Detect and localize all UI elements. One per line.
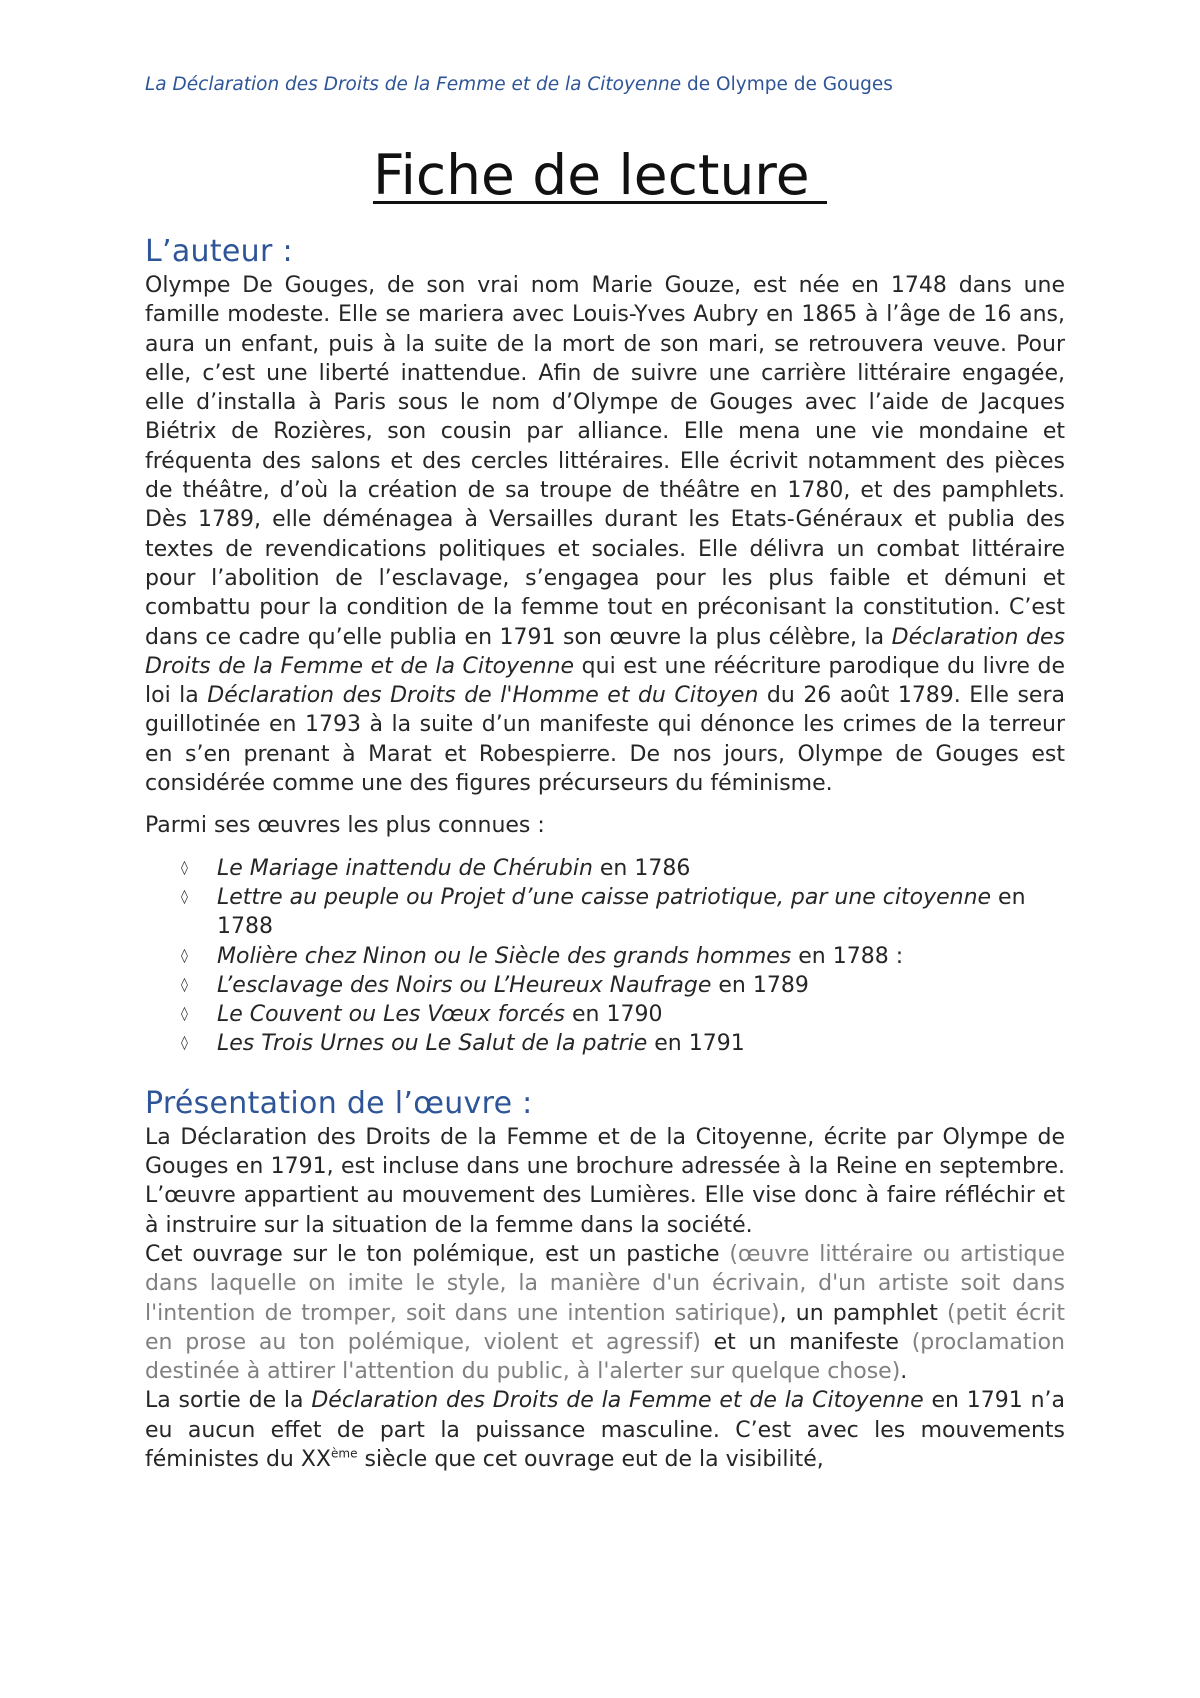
author-work-title-1: Déclaration des Droits de la Femme et de la Citoyenne (145, 624, 1065, 679)
diamond-bullet-icon: ◊ (181, 947, 188, 964)
running-header-work-title: La Déclaration des Droits de la Femme et de la Citoyenne (145, 74, 682, 95)
paragraph-end: . (900, 1359, 908, 1385)
list-item (181, 942, 1065, 971)
work-year: en 1788 : (791, 943, 904, 969)
author-heading: L’auteur : (145, 234, 293, 269)
list-item (181, 971, 1065, 1000)
author-text-1: Olympe De Gouges, de son vrai nom Marie Gouze, est née en 1748 dans une famille modeste. Elle se mariera avec Louis-Yves Aubry en 1865 à l’âge de 16 ans, aura un enfant, puis à la suite de la mort de son mari, se retrouvera veuve. Pour elle, c’est une liberté inattendue. Afin de suivre une carrière littéraire engagée, elle d’installa à Paris sous le nom d’Olympe de Gouges avec l’aide de Jacques Biétrix de Rozières, son cousin par alliance. Elle mena une vie mondaine et fréquenta des salons et des cercles littéraires. Elle écrivit notamment des pièces de théâtre, d’où la création de sa troupe de théâtre en 1780, et des pamphlets. Dès 1789, elle déménagea à Versailles durant les Etats-Généraux et publia des textes de revendications politiques et sociales. Elle délivra un combat littéraire pour l’abolition de l’esclavage, s’engagea pour les plus faible et démuni et combattu pour la condition de la femme tout en préconisant la constitution. C’est dans ce cadre qu’elle publia en 1791 son œuvre la plus célèbre, la (145, 273, 1065, 650)
work-title: Molière chez Ninon ou le Siècle des grands hommes (217, 943, 792, 969)
presentation-paragraph-3 (145, 1386, 1065, 1474)
diamond-bullet-icon: ◊ (181, 1006, 188, 1023)
pastiche-text: Cet ouvrage sur le ton polémique, est un pastiche (145, 1241, 730, 1267)
work-title: Le Mariage inattendu de Chérubin (217, 855, 593, 881)
works-list (145, 854, 1065, 1059)
century-superscript: ème (331, 1446, 358, 1461)
work-title: Les Trois Urnes ou Le Salut de la patrie (217, 1031, 648, 1057)
presentation-heading: Présentation de l’œuvre : (145, 1085, 533, 1121)
diamond-bullet-icon: ◊ (181, 888, 188, 905)
work-year: en 1789 (711, 972, 809, 998)
works-intro: Parmi ses œuvres les plus connues : (145, 813, 545, 839)
manifesto-definition: (proclamation destinée à attirer l'attention du public, à l'alerter sur quelque chose) (145, 1329, 1065, 1385)
work-year: en 1788 (217, 884, 1026, 940)
work-title: Lettre au peuple ou Projet d’une caisse patriotique, par une citoyenne (217, 884, 992, 910)
list-item (181, 1029, 1065, 1058)
presentation-paragraph-1: La Déclaration des Droits de la Femme et de la Citoyenne, écrite par Olympe de Gouges en 1791, est incluse dans une brochure adressée à la Reine en septembre. L’œuvre appartient au mouvement des Lumières. Elle vise donc à faire réfléchir et à instruire sur la situation de la femme dans la société. (145, 1124, 1065, 1238)
list-item (181, 1000, 1065, 1029)
author-work-title-2: Déclaration des Droits de l'Homme et du Citoyen (207, 683, 759, 709)
pastiche-definition: (œuvre littéraire ou artistique dans laquelle on imite le style, la manière d'un écrivain, d'un artiste soit dans l'intention de tromper, soit dans une intention satirique) (145, 1241, 1065, 1326)
diamond-bullet-icon: ◊ (181, 1035, 188, 1052)
reception-text-2: en 1791 n’a eu aucun effet de part la puissance masculine. C’est avec les mouvements féministes du XX (145, 1388, 1065, 1472)
work-title: Le Couvent ou Les Vœux forcés (217, 1002, 565, 1028)
pamphlet-text: , un pamphlet (779, 1300, 947, 1326)
work-year: en 1786 (592, 855, 691, 881)
page-title: Fiche de lecture (372, 143, 828, 207)
work-year: en 1791 (647, 1031, 745, 1057)
reception-work-title: Déclaration des Droits de la Femme et de la Citoyenne (311, 1388, 924, 1414)
diamond-bullet-icon: ◊ (181, 859, 188, 876)
author-text-2: qui est une réécriture parodique du livre de loi la (145, 653, 1065, 709)
author-paragraph (145, 271, 1065, 798)
pamphlet-definition: (petit écrit en prose au ton polémique, violent et agressif) (145, 1300, 1065, 1355)
manifesto-text: et un manifeste (700, 1329, 912, 1355)
list-item (181, 854, 1065, 883)
diamond-bullet-icon: ◊ (181, 976, 188, 993)
reception-text-1: La sortie de la (145, 1388, 312, 1414)
running-header (145, 74, 893, 95)
work-year: en 1790 (564, 1002, 663, 1028)
document-body (145, 233, 1065, 1474)
reception-text-3: siècle que cet ouvrage eut de la visibilité, (357, 1446, 824, 1472)
running-header-author: de Olympe de Gouges (681, 74, 893, 95)
presentation-paragraph-2 (145, 1240, 1065, 1386)
list-item (181, 883, 1065, 942)
work-title: L’esclavage des Noirs ou L’Heureux Naufrage (217, 972, 712, 998)
author-text-3: du 26 août 1789. Elle sera guillotinée en 1793 à la suite d’un manifeste qui dénonce les crimes de la terreur en s’en prenant à Marat et Robespierre. De nos jours, Olympe de Gouges est considérée comme une des figures précurseurs du féminisme. (145, 683, 1065, 797)
